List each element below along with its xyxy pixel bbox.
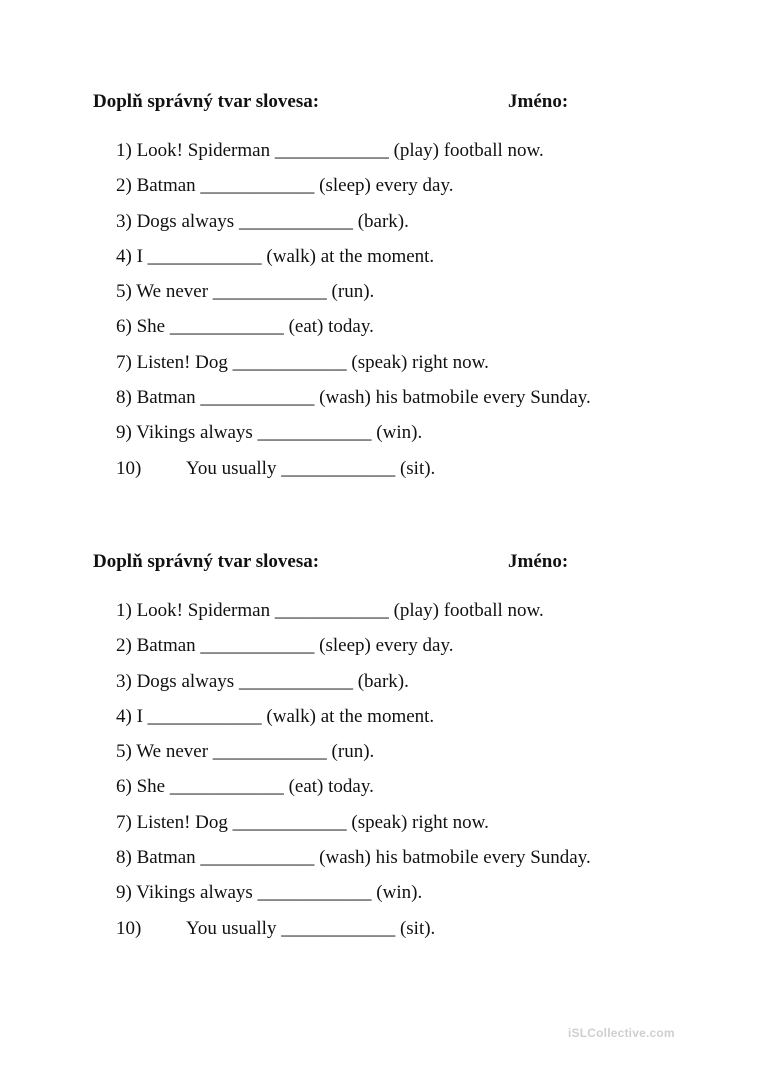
exercise-item-8 [116,846,591,881]
name-label: Jméno: [508,551,569,572]
exercise-number: 3) [116,210,132,232]
exercise-text: You usually ____________ (sit). [186,917,436,939]
exercise-item-9 [116,881,591,916]
exercise-item-3 [116,210,591,245]
exercise-list [116,599,591,952]
exercise-list [116,139,591,492]
exercise-item-9 [116,421,591,456]
exercise-item-3 [116,670,591,705]
worksheet-section-2 [0,551,763,939]
exercise-text: Batman ____________ (wash) his batmobile every Sunday. [136,847,591,869]
exercise-number: 9) [116,882,132,904]
exercise-number: 10) [116,917,142,939]
exercise-item-2 [116,174,591,209]
exercise-text: Listen! Dog ____________ (speak) right now. [136,351,489,373]
exercise-item-7 [116,811,591,846]
exercise-item-4 [116,705,591,740]
exercise-item-6 [116,315,591,350]
exercise-item-1 [116,599,591,634]
exercise-number: 2) [116,175,132,197]
exercise-text: She ____________ (eat) today. [136,776,374,798]
exercise-text: Dogs always ____________ (bark). [136,670,409,692]
exercise-text: Dogs always ____________ (bark). [136,210,409,232]
exercise-number: 10) [116,457,142,479]
exercise-item-8 [116,386,591,421]
exercise-item-10 [116,457,591,492]
watermark: iSLCollective.com [568,1026,675,1040]
exercise-item-10 [116,917,591,952]
exercise-number: 8) [116,387,132,409]
exercise-text: Batman ____________ (wash) his batmobile every Sunday. [136,387,591,409]
exercise-text: Look! Spiderman ____________ (play) football now. [136,140,544,161]
worksheet-title: Doplň správný tvar slovesa: [93,551,320,572]
worksheet-header [0,91,763,119]
exercise-number: 1) [116,600,132,621]
exercise-number: 4) [116,245,132,267]
exercise-text: I ____________ (walk) at the moment. [136,705,435,727]
exercise-text: We never ____________ (run). [136,281,375,303]
exercise-text: Vikings always ____________ (win). [136,422,423,444]
exercise-number: 3) [116,670,132,692]
exercise-text: Look! Spiderman ____________ (play) football now. [136,600,544,621]
exercise-item-1 [116,139,591,174]
exercise-text: We never ____________ (run). [136,741,375,763]
exercise-item-4 [116,245,591,280]
name-label: Jméno: [508,91,569,112]
exercise-text: I ____________ (walk) at the moment. [136,245,435,267]
worksheet-section-1 [0,91,763,479]
exercise-number: 2) [116,635,132,657]
exercise-number: 6) [116,316,132,338]
exercise-text: You usually ____________ (sit). [186,457,436,479]
exercise-number: 7) [116,351,132,373]
exercise-item-2 [116,634,591,669]
exercise-number: 8) [116,847,132,869]
exercise-number: 6) [116,776,132,798]
exercise-text: Listen! Dog ____________ (speak) right now. [136,811,489,833]
exercise-text: Batman ____________ (sleep) every day. [136,175,454,197]
exercise-item-7 [116,351,591,386]
exercise-text: Vikings always ____________ (win). [136,882,423,904]
worksheet-header [0,551,763,579]
exercise-item-5 [116,740,591,775]
exercise-number: 4) [116,705,132,727]
exercise-number: 9) [116,422,132,444]
exercise-item-6 [116,775,591,810]
exercise-text: Batman ____________ (sleep) every day. [136,635,454,657]
exercise-number: 1) [116,140,132,161]
exercise-number: 5) [116,281,132,303]
exercise-text: She ____________ (eat) today. [136,316,374,338]
worksheet-title: Doplň správný tvar slovesa: [93,91,320,112]
exercise-number: 5) [116,741,132,763]
exercise-item-5 [116,280,591,315]
exercise-number: 7) [116,811,132,833]
